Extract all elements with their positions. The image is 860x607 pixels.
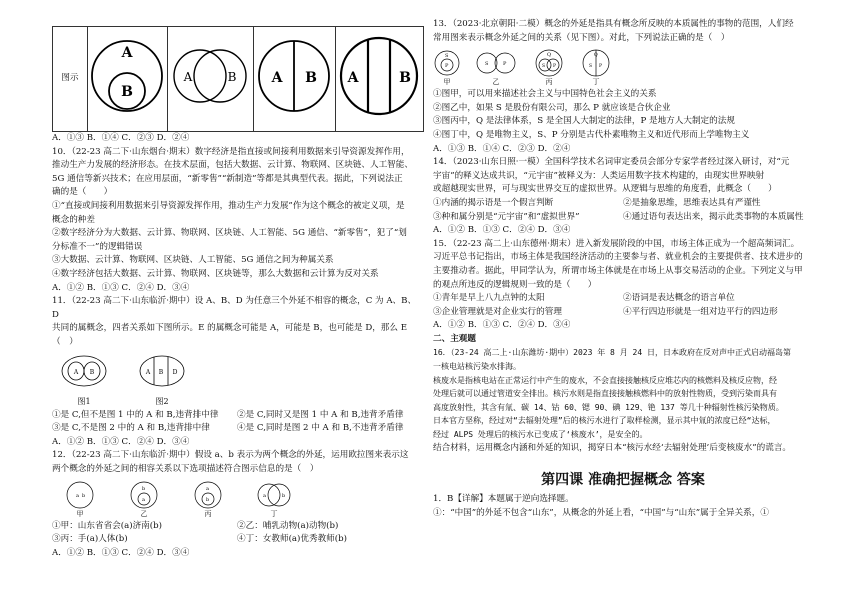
label-b: B (399, 70, 412, 87)
figure-1-caption: 图1 (77, 397, 91, 407)
euler-diagram-overlap (168, 27, 252, 125)
figure-2 (138, 354, 186, 409)
answer-text: 1．B【详解】本题属于逆向选择题。 ①：“中国”的外延不包含“山东”，从概念的外延上看，“中国”与“山东”属于全异关系，① (433, 494, 769, 518)
figure-ding: a b 丁 (254, 480, 294, 518)
label-b: B (121, 84, 134, 101)
svg-text:b: b (142, 485, 146, 492)
label-b: B (228, 70, 237, 85)
svg-text:a: a (76, 492, 79, 499)
svg-text:D: D (172, 368, 178, 376)
figure-bing: a b 丙 (190, 480, 226, 518)
svg-text:S: S (589, 64, 593, 70)
question-11-options: ①是 C,但不是图 1 中的 A 和 B,违背排中律 ②是 C,同时又是图 1 中 A 和 B,违背矛盾律 ③是 C,不是图 2 中的 A 和 B,违背排中律 ④是 C,同时是图 2 中 A 和 B,不违背矛盾律 A．①② B．①③ C．②④ D．③④ (52, 409, 404, 447)
diagram-row-label: 图示 (53, 27, 88, 132)
question-12: 12．（22-23 高二下·山东临沂·期中）假设 a、b 表示为两个概念的外延，运用欧拉图来表示这 两个概念的外延之间的相容关系以下选项描述符合图示信息的是（ ） (52, 450, 409, 475)
right-column (433, 18, 813, 520)
question-12-figures (62, 480, 422, 518)
svg-text:P: P (445, 63, 449, 70)
figure-ding: Q S P 丁 (581, 48, 611, 86)
figure-bing: Q S P 丙 (531, 48, 567, 86)
label-a: A (272, 70, 283, 87)
question-16: 16．（23-24 高二上·山东潍坊·期中）2023 年 8 月 24 日，日本政府在反对声中正式启动福岛第 一核电站核污染水排海。 核废水是指核电站在正常运行中产生的废水，不会直接接触核反应堆芯内的核燃料及核反应物，经 处理后就可以通过管道安全排出。核污水则是指直接接触核燃料中的放射性物质，受到污染而具有 高度放射性，其含有氚、碳 14、钴 60、锶 90、碘 129、铯 137 等几十种辐射性核污染物质。 日本官方坚称，经过对“去辐射处理”后的核污水进行了取样检测，显示其中氚的浓度已经“达标， 经过 ALPS 处理后的核污水已变成了‘核废水’，是安全的。 (433, 348, 791, 440)
label-a: A (348, 70, 359, 87)
figure-2-caption: 图2 (155, 397, 169, 407)
label-a: A (184, 70, 193, 85)
svg-text:P: P (503, 61, 507, 68)
figure-jia: S P 甲 (433, 48, 461, 86)
figure-1 (60, 354, 108, 409)
question-11: 11．（22-23 高二下·山东临沂·期中）设 A、B、D 为任意三个外延不相容的概念，C 为 A、B、D 共同的属概念，四者关系如下图所示。E 的属概念可能是 A，可能是 B，也可能是 D，那么 E（ ） (52, 296, 417, 347)
question-10: 10．（22-23 高二下·山东烟台·期末）数字经济是指直接或间接利用数据来引导资源发挥作用， 推动生产力发展的经济形态。在技术层面，包括大数据、云计算、物联网、区块链、人工智能、 5G 通信等新兴技术；在应用层面，“新零售”“新制造”等都是其典型代表。据此，下列说法正 确的是（ ） ①“直接或间接利用数据来引导资源发挥作用，推动生产力发展”作为这个概念的被定义项，是 概念的种差 ②数字经济分为大数据、云计算、物联网、区块链、人工智能、5G 通信、“新零售”，犯了“划 分标准不一”的逻辑错误 ③大数据、云计算、物联网、区块链、人工智能、5G 通信之间为种属关系 ④数字经济包括大数据、云计算、物联网、区块链等，那么大数据和云计算为反对关系 A．①② B．①③ C．②④ D．③④ (52, 146, 413, 293)
label-a: A (122, 45, 133, 62)
figure-yi: S P 乙 (475, 48, 517, 86)
left-column (52, 18, 422, 560)
svg-text:b: b (282, 492, 286, 499)
svg-text:a: a (263, 492, 266, 499)
question-16-task: 结合材料，运用概念内涵和外延的知识，揭穿日本“核污水经‘去辐射处理’后变核废水”的谎言。 (433, 442, 792, 453)
svg-text:Q: Q (594, 53, 598, 59)
diagram-cell-contains (88, 27, 168, 132)
question-13-options: ①图甲，可以用来描述社会主义与中国特色社会主义的关系 ②图乙中，如果 S 是股份有限公司，那么 P 就应该是合伙企业 ③图丙中，Q 是法律体系，S 是全国人大制定的法律，P 是地方人大制定的法规 ④图丁中，Q 是唯物主义，S、P 分别是古代朴素唯物主义和近代形而上学唯物主义 A．①③ B．①④ C．②③ D．②④ (433, 89, 750, 154)
euler-diagram-split (254, 27, 334, 125)
svg-text:Q: Q (547, 52, 552, 59)
question-13: 13．（2023·北京朝阳·二模）概念的外延是指具有概念所反映的本质属性的事物的范围，人们经 常用图来表示概念外延之间的关系（见下图）。对此，下列说法正确的是（ ） (433, 19, 794, 43)
svg-text:a: a (206, 485, 209, 492)
label-b: B (305, 70, 318, 87)
svg-text:S: S (485, 61, 489, 68)
svg-text:S: S (445, 53, 449, 60)
q9-options: A．①③ B．①④ C．②③ D．②④ (52, 133, 190, 143)
diagram-cell-overlap (167, 27, 253, 132)
svg-text:S: S (542, 64, 546, 70)
figure-jia: a b 甲 (62, 480, 98, 518)
svg-text:a: a (142, 496, 145, 503)
euler-diagram-contains (88, 27, 166, 125)
question-13-figures (433, 48, 813, 86)
svg-text:P: P (553, 64, 557, 70)
diagram-cell-partition (335, 27, 423, 132)
question-11-figures (60, 354, 422, 409)
question-12-options: ①甲：山东省省会(a)济南(b) ②乙：哺乳动物(a)动物(b) ③丙：手(a)人体(b) ④丁：女教师(a)优秀教师(b) A．①② B．①③ C．②④ D．③④ (52, 520, 347, 558)
question-14: 14．（2023·山东日照·一模）全国科学技术名词审定委员会部分专家学者经过深入研讨，对“元 宇宙”的释义达成共识，“元宇宙”被释义为：人类运用数字技术构建的，由现实世界映射 或超越现实世界，可与现实世界交互的虚拟世界。从逻辑与思维的角度看，此概念（ ） ①内涵的揭示语是一个假言判断 ②是抽象思维，思维表达具有严谨性 ③种和属分别是“元宇宙”和“虚拟世界” ④通过语句表达出来，揭示此类事物的本质属性 A．①② B．①③ C．②④ D．③④ (433, 157, 804, 236)
svg-text:A: A (73, 368, 79, 376)
svg-text:P: P (599, 64, 603, 70)
diagram-table (52, 26, 424, 132)
figure-yi: b a 乙 (126, 480, 162, 518)
euler-diagram-partition (336, 27, 422, 125)
section-heading: 二、主观题 (433, 333, 476, 344)
svg-text:B: B (158, 368, 164, 376)
svg-text:A: A (145, 368, 151, 376)
diagram-cell-split (253, 27, 335, 132)
svg-text:b: b (82, 492, 86, 499)
question-15: 15．（22-23 高二上·山东德州·期末）进入新发展阶段的中国，市场主体正成为一个超高频词汇。 习近平总书记指出，市场主体是我国经济活动的主要参与者、就业机会的主要提供者、技术进步的 主要推动者。据此，甲同学认为，所谓市场主体就是在市场上从事交易活动的企业。下列定义与甲 的观点所违反的逻辑规则一致的是（ ） ①青年是早上八九点钟的太阳 ②语词是表达概念的语言单位 ③企业管理就是对企业实行的管理 ④平行四边形就是一组对边平行的四边形 A．①② B．①③ C．②④ D．③④ (433, 238, 803, 331)
svg-text:b: b (206, 496, 210, 503)
svg-text:B: B (89, 368, 95, 376)
answer-section-title: 第四课 准确把握概念 答案 (541, 472, 705, 489)
